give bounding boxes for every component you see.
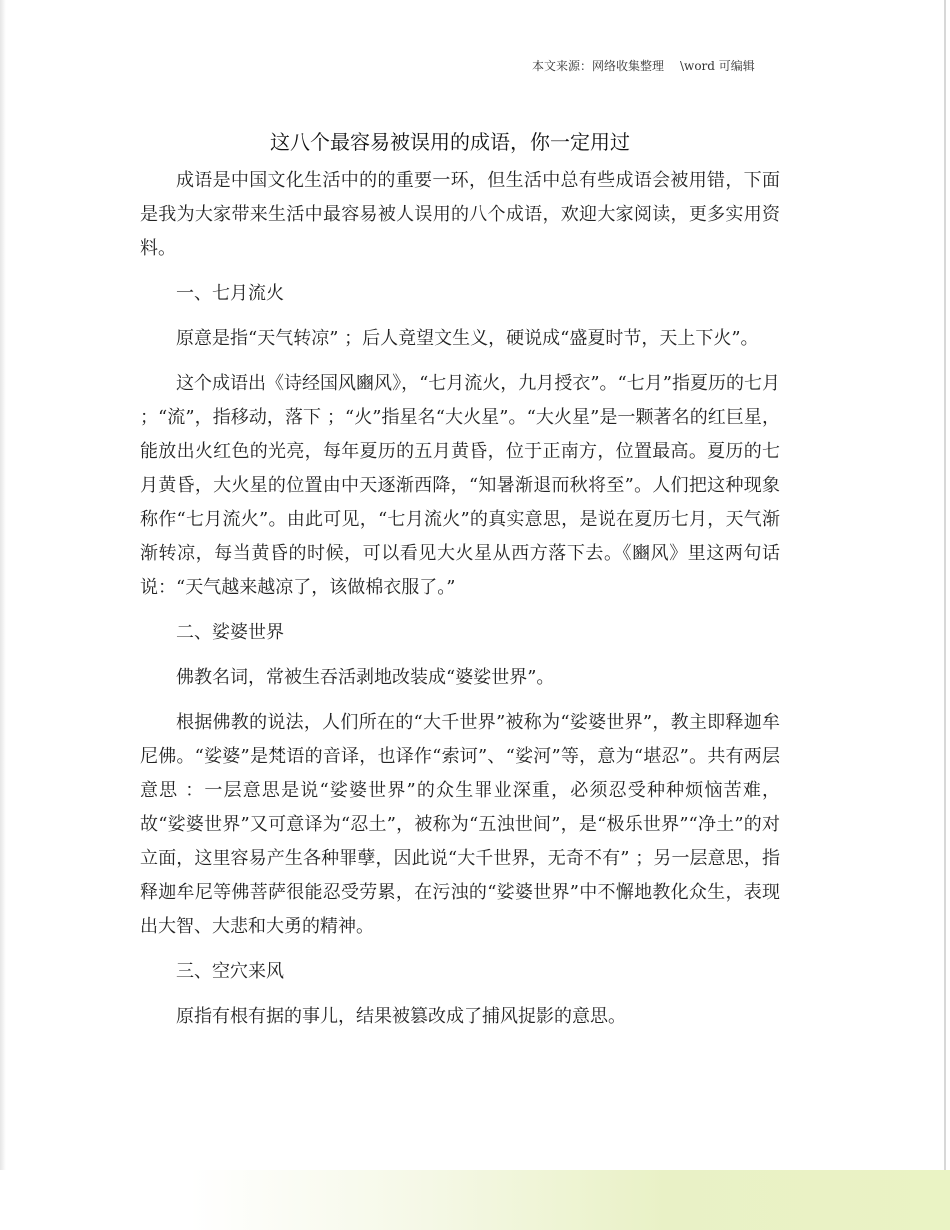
- document-body: [140, 164, 780, 1045]
- paragraph: 佛教名词，常被生吞活剥地改装成“婆娑世界”。: [176, 667, 555, 688]
- paragraph: 原指有根有据的事儿，结果被篡改成了捕风捉影的意思。: [176, 1006, 626, 1027]
- paragraph: 原意是指“天气转凉” ；后人竟望文生义，硬说成“盛夏时节，天上下火”。: [176, 328, 759, 349]
- source-label: 本文来源：网络收集整理: [532, 59, 665, 73]
- paragraph: 这个成语出《诗经国风豳风》，“七月流火，九月授衣”。“七月”指夏历的七月 ；“流”，指移动，落下 ；“火”指星名“大火星”。“大火星”是一颗著名的红巨星，能放出火红色的光亮，每年夏历的五月黄昏，位于正南方，位置最高。夏历的七月黄昏，大火星的位置由中天逐渐西降，“知暑渐退而秋将至”。人们把这种现象称作“七月流火”。由此可见，“七月流火”的真实意思，是说在夏历七月，天气渐渐转凉，每当黄昏的时候，可以看见大火星从西方落下去。《豳风》里这两句话说：“天气越来越凉了，该做棉衣服了。”: [140, 373, 780, 598]
- edit-label: \word 可编辑: [680, 59, 755, 73]
- document-title: 这八个最容易被误用的成语，你一定用过: [270, 130, 630, 154]
- intro-paragraph: 成语是中国文化生活中的的重要一环，但生活中总有些成语会被用错，下面是我为大家带来生活中最容易被人误用的八个成语，欢迎大家阅读，更多实用资料。: [140, 170, 780, 259]
- paragraph: 根据佛教的说法，人们所在的“大千世界”被称为“娑婆世界”，教主即释迦牟尼佛。“娑婆”是梵语的音译，也译作“索诃”、“娑河”等，意为“堪忍”。共有两层意思 ：一层意思是说“娑婆世界”的众生罪业深重，必须忍受种种烦恼苦难，故“娑婆世界”又可意译为“忍土”，被称为“五浊世间”，是“极乐世界”“净土”的对立面，这里容易产生各种罪孽，因此说“大千世界，无奇不有” ；另一层意思，指释迦牟尼等佛菩萨很能忍受劳累，在污浊的“娑婆世界”中不懈地教化众生，表现出大智、大悲和大勇的精神。: [140, 712, 780, 937]
- section-heading-1: 一、七月流火: [176, 283, 284, 304]
- section-heading-2: 二、娑婆世界: [176, 622, 284, 643]
- footer-decoration: [0, 1170, 950, 1230]
- header-note: [532, 57, 755, 74]
- page-edge: [0, 0, 6, 1230]
- page-edge-right: [944, 0, 946, 1230]
- section-heading-3: 三、空穴来风: [176, 961, 284, 982]
